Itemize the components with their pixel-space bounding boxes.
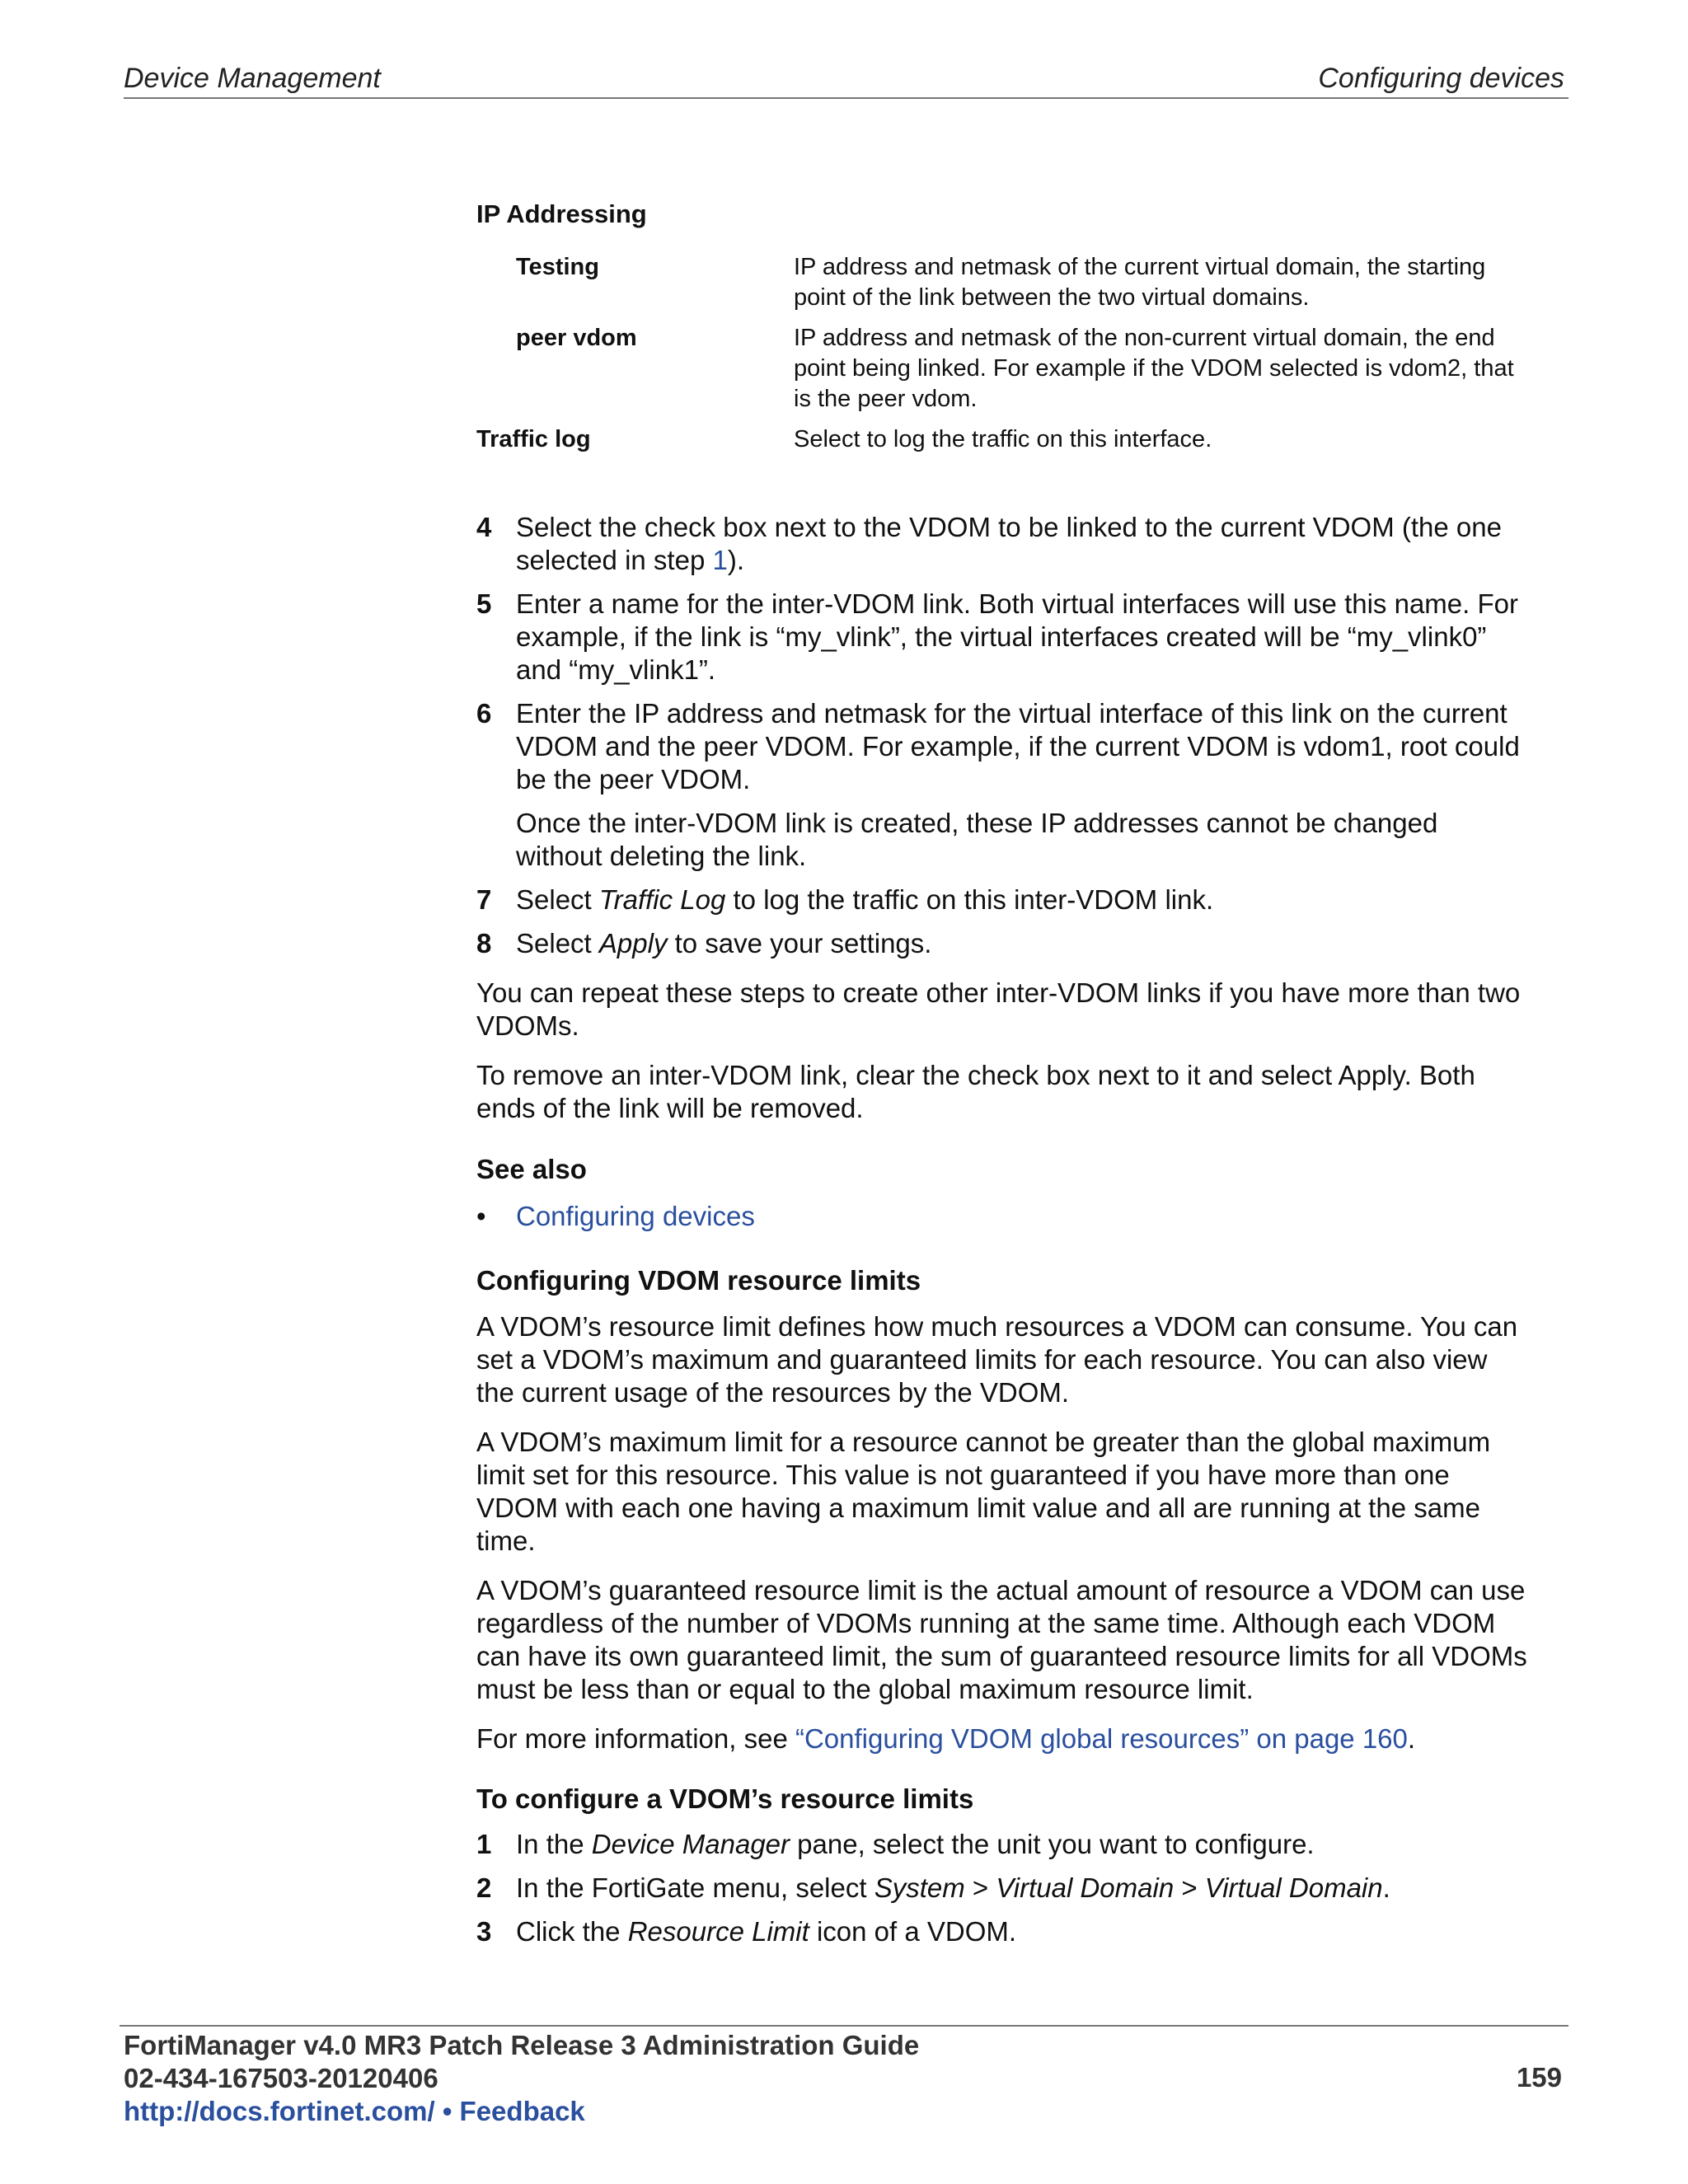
field-description bbox=[794, 252, 1564, 313]
desc-line: point being linked. For example if the VDOM selected is vdom2, that bbox=[794, 355, 1514, 382]
step-line-text: Click the bbox=[516, 1916, 628, 1947]
step-line: be the peer VDOM. bbox=[516, 764, 751, 794]
step-text bbox=[516, 883, 1564, 916]
step-text bbox=[516, 511, 1564, 577]
footer-separator: • bbox=[434, 2096, 460, 2126]
footer-block bbox=[124, 2029, 919, 2128]
section-heading: Configuring VDOM resource limits bbox=[476, 1265, 921, 1296]
para-line: VDOM with each one having a maximum limit value and all are running at the same bbox=[476, 1493, 1480, 1523]
para-line: ends of the link will be removed. bbox=[476, 1093, 864, 1123]
table-row bbox=[476, 424, 1564, 455]
field-description bbox=[794, 323, 1564, 415]
page-number: 159 bbox=[1516, 2062, 1562, 2093]
menu-separator: > bbox=[964, 1872, 996, 1903]
ui-term: Traffic Log bbox=[598, 884, 726, 915]
para-line: To remove an inter-VDOM link, clear the check box next to it and select Apply. Both bbox=[476, 1060, 1475, 1090]
main-content bbox=[476, 198, 1564, 1948]
step-number: 7 bbox=[476, 884, 492, 915]
step-item bbox=[476, 1872, 1564, 1905]
step-line: Enter a name for the inter-VDOM link. Both virtual interfaces will use this name. For bbox=[516, 588, 1518, 619]
footer-links bbox=[124, 2095, 919, 2128]
para-line: limit set for this resource. This value is not guaranteed if you have more than one bbox=[476, 1460, 1450, 1490]
step-line-text: to save your settings. bbox=[667, 928, 932, 958]
paragraph-remove bbox=[476, 1059, 1564, 1125]
para-line: A VDOM’s guaranteed resource limit is the actual amount of resource a VDOM can use bbox=[476, 1575, 1526, 1605]
step-text bbox=[516, 1828, 1564, 1861]
step-line: Enter the IP address and netmask for the virtual interface of this link on the current bbox=[516, 698, 1507, 729]
step-item bbox=[476, 927, 1564, 960]
step-number: 3 bbox=[476, 1916, 492, 1947]
step-line-text: Select bbox=[516, 884, 599, 915]
para-line: VDOMs. bbox=[476, 1010, 579, 1041]
step-line-text: to log the traffic on this inter-VDOM link. bbox=[725, 884, 1214, 915]
step-line-text: pane, select the unit you want to configure. bbox=[790, 1829, 1315, 1859]
step-item bbox=[476, 1915, 1564, 1948]
feedback-link[interactable]: Feedback bbox=[459, 2096, 585, 2126]
step-note bbox=[476, 807, 1564, 873]
para-line: can have its own guaranteed limit, the sum of guaranteed resource limits for all VDOMs bbox=[476, 1641, 1527, 1671]
step-item bbox=[476, 1828, 1564, 1861]
global-resources-link[interactable]: “Configuring VDOM global resources” on page 160 bbox=[795, 1723, 1408, 1754]
more-info-text: For more information, see bbox=[476, 1723, 795, 1754]
more-info-text: . bbox=[1407, 1723, 1416, 1754]
para-line: time. bbox=[476, 1526, 536, 1556]
step-line: Select the check box next to the VDOM to be linked to the current VDOM (the one bbox=[516, 512, 1502, 542]
step-number: 5 bbox=[476, 588, 492, 619]
procedure-heading: To configure a VDOM’s resource limits bbox=[476, 1783, 974, 1814]
field-table bbox=[476, 198, 1564, 455]
see-also-heading: See also bbox=[476, 1154, 587, 1184]
ui-term: Virtual Domain bbox=[1204, 1872, 1383, 1903]
step-number: 2 bbox=[476, 1872, 492, 1903]
desc-line: IP address and netmask of the non-current virtual domain, the end bbox=[794, 325, 1495, 351]
step-item bbox=[476, 883, 1564, 916]
steps-list bbox=[476, 511, 1564, 960]
ui-term: Resource Limit bbox=[627, 1916, 809, 1947]
step-line-text: Select bbox=[516, 928, 599, 958]
table-row bbox=[476, 323, 1564, 415]
step-line-text: icon of a VDOM. bbox=[809, 1916, 1017, 1947]
para-line: the current usage of the resources by the VDOM. bbox=[476, 1377, 1070, 1408]
para-line: regardless of the number of VDOMs running at the same time. Although each VDOM bbox=[476, 1608, 1496, 1638]
step-text bbox=[516, 927, 1564, 960]
desc-line: is the peer vdom. bbox=[794, 386, 978, 412]
step-text bbox=[516, 1915, 1564, 1948]
footer-rule bbox=[120, 2025, 1568, 2027]
step-line-text: . bbox=[1382, 1872, 1390, 1903]
note-line: without deleting the link. bbox=[516, 841, 807, 871]
ui-term: Virtual Domain bbox=[996, 1872, 1175, 1903]
ui-term: Apply bbox=[598, 928, 668, 958]
paragraph bbox=[476, 1426, 1564, 1558]
step-number: 8 bbox=[476, 928, 492, 958]
desc-line: Select to log the traffic on this interface. bbox=[794, 426, 1212, 452]
step-item bbox=[476, 511, 1564, 577]
step-line: VDOM and the peer VDOM. For example, if the current VDOM is vdom1, root could bbox=[516, 731, 1520, 762]
step-text bbox=[516, 697, 1564, 796]
desc-line: point of the link between the two virtual domains. bbox=[794, 284, 1310, 311]
step-line-text: In the FortiGate menu, select bbox=[516, 1872, 874, 1903]
step-number: 4 bbox=[476, 512, 492, 542]
running-header-left: Device Management bbox=[124, 63, 381, 94]
field-label: Traffic log bbox=[476, 426, 591, 452]
header-rule bbox=[124, 97, 1568, 99]
paragraph bbox=[476, 1310, 1564, 1409]
step-item bbox=[476, 697, 1564, 796]
para-line: A VDOM’s resource limit defines how much resources a VDOM can consume. You can bbox=[476, 1311, 1518, 1342]
step-number: 1 bbox=[476, 1829, 492, 1859]
configuring-devices-link[interactable]: Configuring devices bbox=[516, 1201, 755, 1231]
field-label: Testing bbox=[516, 254, 599, 280]
step-text bbox=[516, 588, 1564, 687]
step-number: 6 bbox=[476, 698, 492, 729]
more-info bbox=[476, 1722, 1564, 1755]
running-header-right: Configuring devices bbox=[1318, 63, 1564, 94]
ui-term: Device Manager bbox=[591, 1829, 790, 1859]
see-also-item bbox=[476, 1200, 1564, 1233]
step-line-text: ). bbox=[727, 545, 745, 575]
menu-separator: > bbox=[1174, 1872, 1205, 1903]
note-line: Once the inter-VDOM link is created, these IP addresses cannot be changed bbox=[516, 808, 1438, 838]
step-line bbox=[516, 544, 1564, 577]
footer-doc-number: 02-434-167503-20120406 bbox=[124, 2063, 438, 2093]
step-item bbox=[476, 588, 1564, 687]
step-1-link[interactable]: 1 bbox=[712, 545, 728, 575]
bullet-icon: • bbox=[476, 1201, 486, 1231]
para-line: You can repeat these steps to create other inter-VDOM links if you have more than two bbox=[476, 977, 1521, 1008]
para-line: A VDOM’s maximum limit for a resource cannot be greater than the global maximum bbox=[476, 1427, 1491, 1457]
step-line-text: In the bbox=[516, 1829, 592, 1859]
ui-term: System bbox=[874, 1872, 965, 1903]
table-section-label: IP Addressing bbox=[476, 199, 647, 228]
step-line: and “my_vlink1”. bbox=[516, 654, 716, 685]
paragraph-repeat bbox=[476, 977, 1564, 1043]
paragraph bbox=[476, 1574, 1564, 1706]
para-line: set a VDOM’s maximum and guaranteed limits for each resource. You can also view bbox=[476, 1344, 1488, 1375]
footer-guide-title: FortiManager v4.0 MR3 Patch Release 3 Administration Guide bbox=[124, 2030, 920, 2060]
field-description bbox=[794, 424, 1564, 455]
step-text bbox=[516, 1872, 1564, 1905]
docs-url-link[interactable]: http://docs.fortinet.com/ bbox=[124, 2096, 435, 2126]
field-label: peer vdom bbox=[516, 325, 637, 351]
table-row bbox=[476, 252, 1564, 313]
step-line-text: selected in step bbox=[516, 545, 713, 575]
step-line: example, if the link is “my_vlink”, the virtual interfaces created will be “my_vlink0” bbox=[516, 621, 1487, 652]
desc-line: IP address and netmask of the current virtual domain, the starting bbox=[794, 254, 1486, 280]
para-line: must be less than or equal to the global maximum resource limit. bbox=[476, 1674, 1254, 1704]
